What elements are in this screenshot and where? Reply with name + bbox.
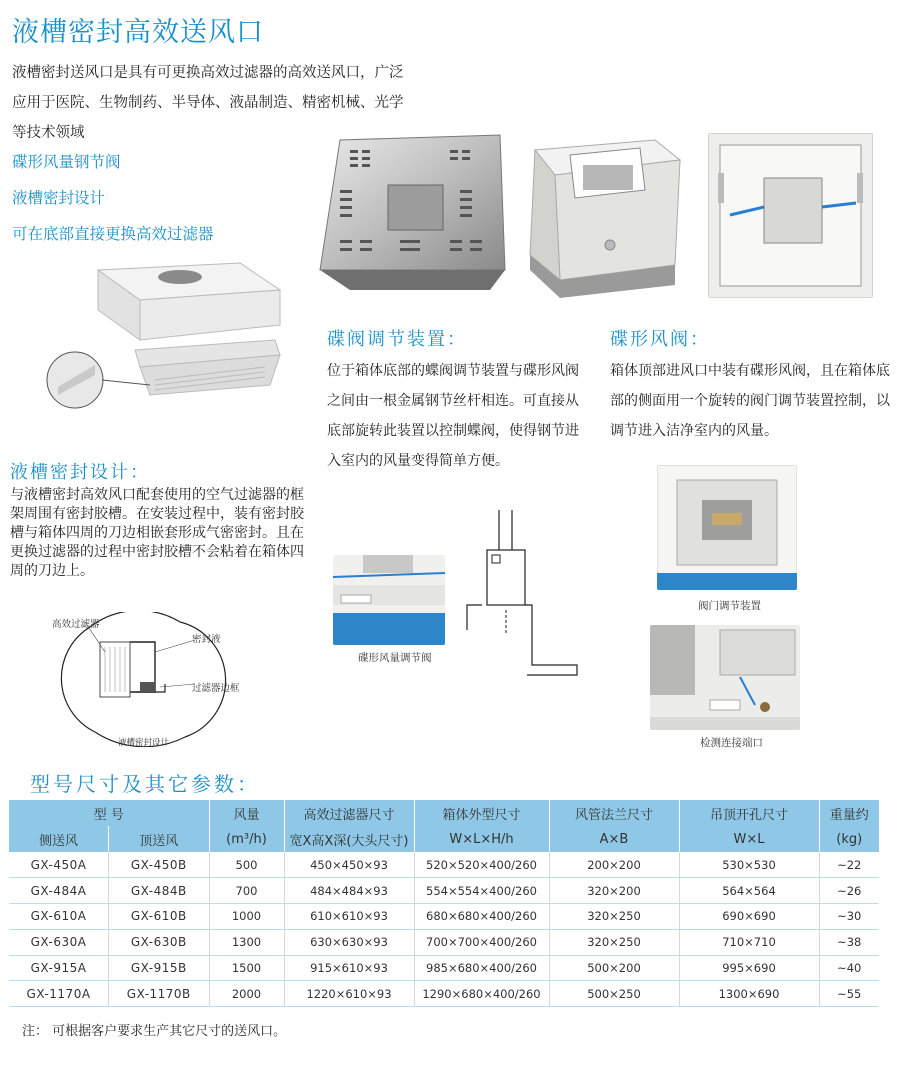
table-cell: 630×630×93	[284, 929, 414, 955]
diagram-label-frame: 过滤器边框	[192, 683, 240, 694]
table-cell: ~55	[819, 981, 879, 1007]
diagram-label-filter: 高效过滤器	[52, 619, 100, 630]
table-cell: 1000	[209, 904, 284, 930]
table-cell: GX-1170B	[109, 981, 209, 1007]
intro-text: 液槽密封送风口是具有可更换高效过滤器的高效送风口，广泛应用于医院、生物制药、半导体、液晶制造、精密机械、光学等技术领域	[12, 65, 404, 141]
header-ceiling-dims: W×L	[679, 826, 819, 852]
table-cell: 1290×680×400/260	[414, 981, 549, 1007]
table-cell: 200×200	[549, 852, 679, 878]
valve-photo-caption: 阀门调节装置	[698, 600, 761, 612]
header-weight: 重量约	[819, 800, 879, 826]
table-cell: GX-630B	[109, 929, 209, 955]
seal-heading: 液槽密封设计：	[10, 462, 150, 483]
table-cell: 985×680×400/260	[414, 955, 549, 981]
table-cell: GX-610A	[9, 904, 109, 930]
stainless-diffuser-photo	[310, 130, 510, 295]
damper-text: 位于箱体底部的蝶阀调节装置与碟形风阀之间由一根金属钢节丝杆相连。可直接从底部旋转此装置以控制蝶阀，使得钢节进入室内的风量变得简单方便。	[327, 363, 579, 469]
table-cell: ~26	[819, 878, 879, 904]
table-cell: GX-450B	[109, 852, 209, 878]
header-airflow-unit: (m³/h)	[209, 826, 284, 852]
table-cell: 500	[209, 852, 284, 878]
table-cell: 995×690	[679, 955, 819, 981]
table-cell: 1220×610×93	[284, 981, 414, 1007]
table-cell: 700×700×400/260	[414, 929, 549, 955]
table-cell: 500×250	[549, 981, 679, 1007]
table-cell: 690×690	[679, 904, 819, 930]
header-ceiling-hole: 吊顶开孔尺寸	[679, 800, 819, 826]
table-cell: 484×484×93	[284, 878, 414, 904]
valve-photo	[657, 465, 797, 590]
table-row	[9, 981, 879, 1007]
table-cell: GX-1170A	[9, 981, 109, 1007]
table-row	[9, 852, 879, 878]
header-top-supply: 顶送风	[109, 826, 209, 852]
spec-table	[9, 800, 879, 1007]
diagram-label-liquid: 密封液	[192, 634, 221, 645]
table-cell: 915×610×93	[284, 955, 414, 981]
valve-text: 箱体顶部进风口中装有碟形风阀，且在箱体底部的侧面用一个旋转的阀门调节装置控制，以调节进入洁净室内的风量。	[610, 363, 890, 439]
table-cell: GX-915A	[9, 955, 109, 981]
table-header-row-1	[9, 800, 879, 826]
table-cell: 710×710	[679, 929, 819, 955]
table-cell: GX-630A	[9, 929, 109, 955]
valve-heading: 碟形风阀：	[610, 329, 710, 350]
table-cell: 2000	[209, 981, 284, 1007]
table-cell: 700	[209, 878, 284, 904]
table-cell: 1500	[209, 955, 284, 981]
table-cell: 520×520×400/260	[414, 852, 549, 878]
feature-2: 液槽密封设计	[12, 189, 106, 207]
header-box-dims: W×L×H/h	[414, 826, 549, 852]
damper-photo	[333, 555, 445, 645]
header-flange-dims: A×B	[549, 826, 679, 852]
housing-box-photo	[525, 130, 685, 300]
filter-housing-illustration	[40, 255, 300, 415]
port-photo-caption: 检测连接端口	[700, 737, 763, 749]
table-cell: 610×610×93	[284, 904, 414, 930]
table-cell: 450×450×93	[284, 852, 414, 878]
table-row	[9, 878, 879, 904]
seal-text: 与液槽密封高效风口配套使用的空气过滤器的框架周围有密封胶槽。在安装过程中，装有密封胶槽与箱体四周的刀边相嵌套形成气密密封。且在更换过滤器的过程中密封胶槽不会粘着在箱体四周的刀边上。	[10, 487, 304, 579]
table-cell: 500×200	[549, 955, 679, 981]
table-cell: GX-484A	[9, 878, 109, 904]
table-cell: ~38	[819, 929, 879, 955]
table-cell: 1300×690	[679, 981, 819, 1007]
feature-3: 可在底部直接更换高效过滤器	[12, 225, 214, 243]
header-box-size: 箱体外型尺寸	[414, 800, 549, 826]
header-flange-size: 风管法兰尺寸	[549, 800, 679, 826]
table-cell: GX-484B	[109, 878, 209, 904]
table-cell: 530×530	[679, 852, 819, 878]
table-cell: ~40	[819, 955, 879, 981]
port-photo	[650, 625, 800, 730]
table-cell: GX-450A	[9, 852, 109, 878]
table-cell: GX-610B	[109, 904, 209, 930]
table-cell: 554×554×400/260	[414, 878, 549, 904]
diagram-caption: 液槽密封设计	[118, 738, 170, 748]
header-filter-size: 高效过滤器尺寸	[284, 800, 414, 826]
table-row	[9, 929, 879, 955]
table-cell: ~30	[819, 904, 879, 930]
housing-inside-photo	[708, 133, 873, 298]
footnote: 注： 可根据客户要求生产其它尺寸的送风口。	[22, 1024, 287, 1039]
table-cell: 1300	[209, 929, 284, 955]
params-heading: 型号尺寸及其它参数：	[30, 772, 260, 796]
header-model: 型 号	[9, 800, 209, 826]
table-row	[9, 904, 879, 930]
seal-diagram	[45, 612, 285, 747]
feature-1: 碟形风量钢节阀	[12, 153, 121, 171]
table-header-row-2	[9, 826, 879, 852]
table-cell: 564×564	[679, 878, 819, 904]
table-cell: 320×250	[549, 904, 679, 930]
table-cell: 320×200	[549, 878, 679, 904]
damper-photo-caption: 碟形风量调节阀	[358, 652, 432, 664]
header-side-supply: 侧送风	[9, 826, 109, 852]
page-title: 液槽密封高效送风口	[12, 17, 264, 48]
damper-heading: 碟阀调节装置：	[327, 329, 467, 350]
header-weight-unit: (kg)	[819, 826, 879, 852]
header-filter-dims: 宽X高X深(大头尺寸)	[284, 826, 414, 852]
table-cell: 680×680×400/260	[414, 904, 549, 930]
table-cell: GX-915B	[109, 955, 209, 981]
header-airflow: 风量	[209, 800, 284, 826]
damper-line-drawing	[462, 510, 587, 680]
table-row	[9, 955, 879, 981]
table-cell: ~22	[819, 852, 879, 878]
table-cell: 320×250	[549, 929, 679, 955]
